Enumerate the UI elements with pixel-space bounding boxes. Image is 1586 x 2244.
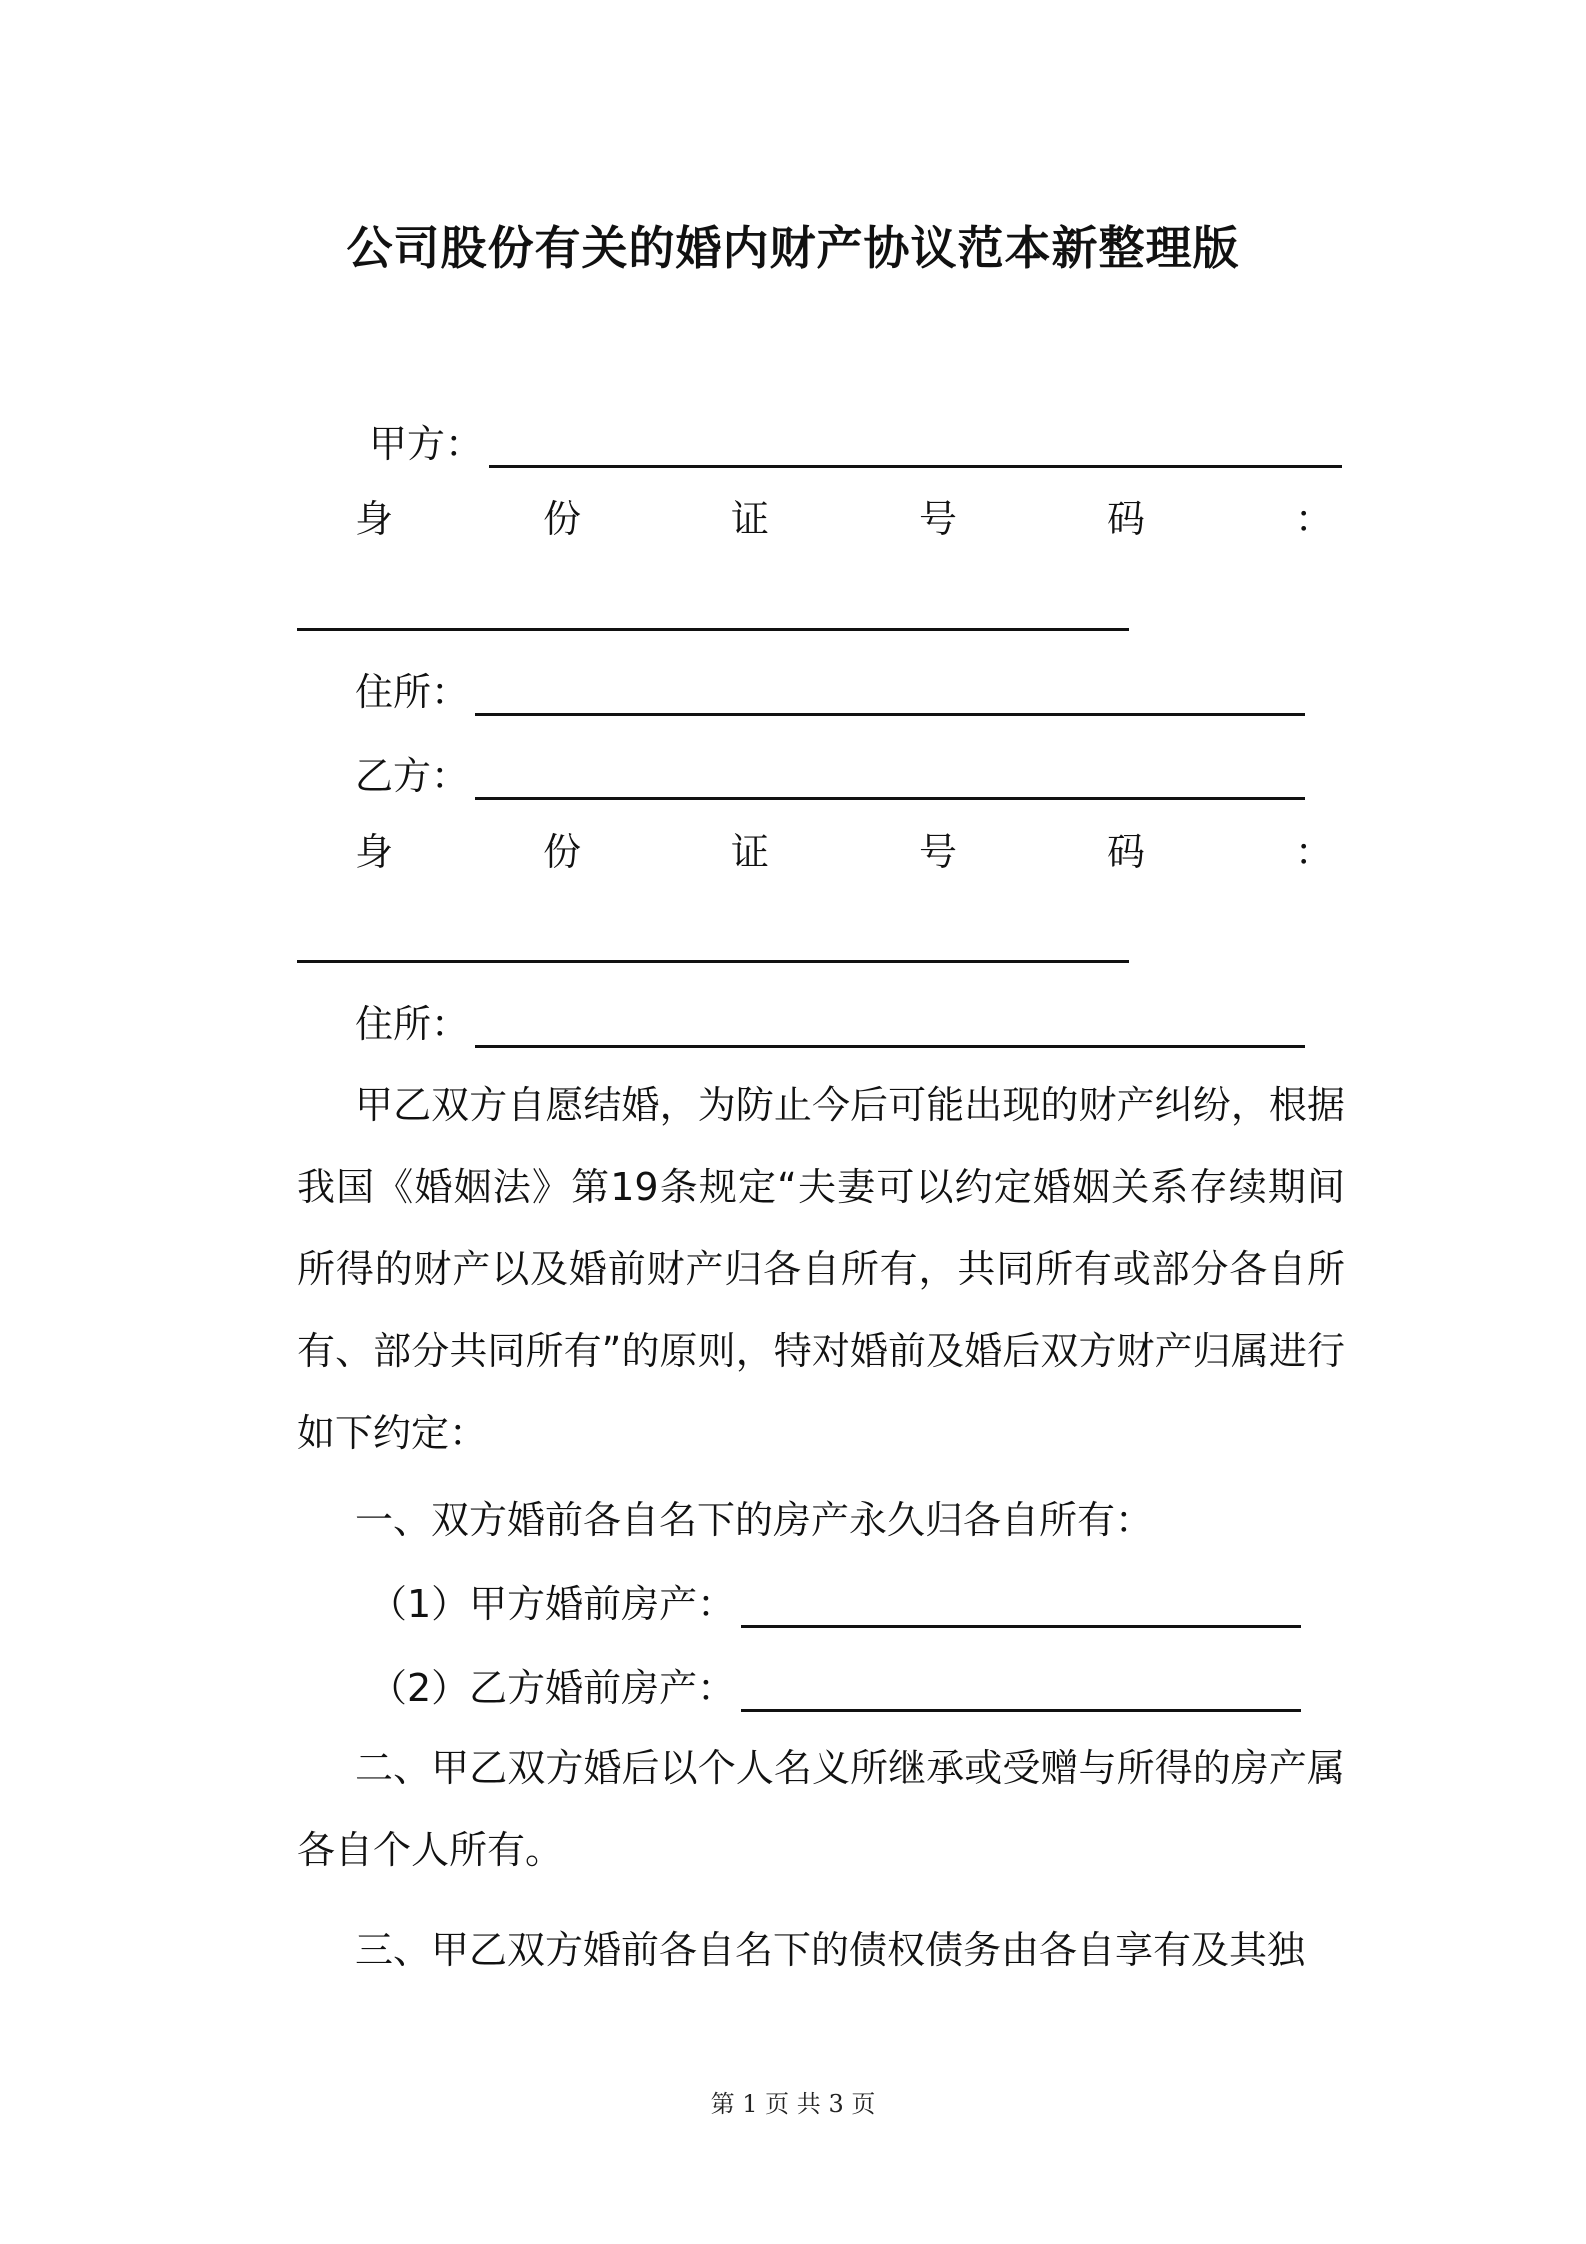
intro-paragraph: 甲乙双方自愿结婚，为防止今后可能出现的财产纠纷，根据我国《婚姻法》第19条规定“夫妻可以约定婚姻关系存续期间所得的财产以及婚前财产归各自所有，共同所有或部分各自所有、部分共同所有”的原则，特对婚前及婚后双方财产归属进行如下约定：	[297, 1083, 1345, 1455]
id-label-char: 号	[918, 830, 957, 874]
party-a-address-field	[355, 668, 1305, 716]
id-label-char: 码	[1106, 497, 1145, 541]
id-label-char: 份	[542, 497, 581, 541]
document-title: 公司股份有关的婚内财产协议范本新整理版	[346, 221, 1240, 275]
clause-1-item-2-blank	[741, 1675, 1301, 1712]
id-label-char: ：	[1294, 497, 1333, 541]
party-a-label: 甲方：	[369, 422, 484, 466]
clause-1: 一、双方婚前各自名下的房产永久归各自所有：	[355, 1498, 1154, 1542]
party-a-address-blank	[475, 679, 1305, 716]
party-b-address-label: 住所：	[355, 1002, 470, 1046]
party-b-label: 乙方：	[355, 754, 470, 798]
clause-1-item-1-label: （1）甲方婚前房产：	[369, 1582, 736, 1626]
party-a-field	[369, 420, 1342, 468]
clause-1-item-1	[369, 1580, 1301, 1628]
id-label-char: 身	[355, 497, 394, 541]
party-b-id-blank	[297, 960, 1129, 963]
party-a-id-label	[355, 495, 1333, 543]
party-b-id-label	[355, 828, 1333, 876]
party-b-field	[355, 752, 1305, 800]
party-b-blank	[475, 763, 1305, 800]
clause-1-item-2	[369, 1664, 1301, 1712]
clause-1-item-1-blank	[741, 1591, 1301, 1628]
clause-3: 三、甲乙双方婚前各自名下的债权债务由各自享有及其独	[355, 1928, 1306, 1972]
id-label-char: 号	[918, 497, 957, 541]
page-number: 第 1 页 共 3 页	[710, 2090, 876, 2118]
clause-2: 二、甲乙双方婚后以个人名义所继承或受赠与所得的房产属各自个人所有。	[297, 1746, 1345, 1872]
party-a-address-label: 住所：	[355, 670, 470, 714]
id-label-char: 份	[542, 830, 581, 874]
id-label-char: 码	[1106, 830, 1145, 874]
id-label-char: 身	[355, 830, 394, 874]
party-a-blank	[489, 431, 1342, 468]
party-a-id-blank	[297, 628, 1129, 631]
id-label-char: ：	[1294, 830, 1333, 874]
id-label-char: 证	[730, 497, 769, 541]
clause-1-item-2-label: （2）乙方婚前房产：	[369, 1666, 736, 1710]
id-label-char: 证	[730, 830, 769, 874]
party-b-address-blank	[475, 1011, 1305, 1048]
party-b-address-field	[355, 1000, 1305, 1048]
